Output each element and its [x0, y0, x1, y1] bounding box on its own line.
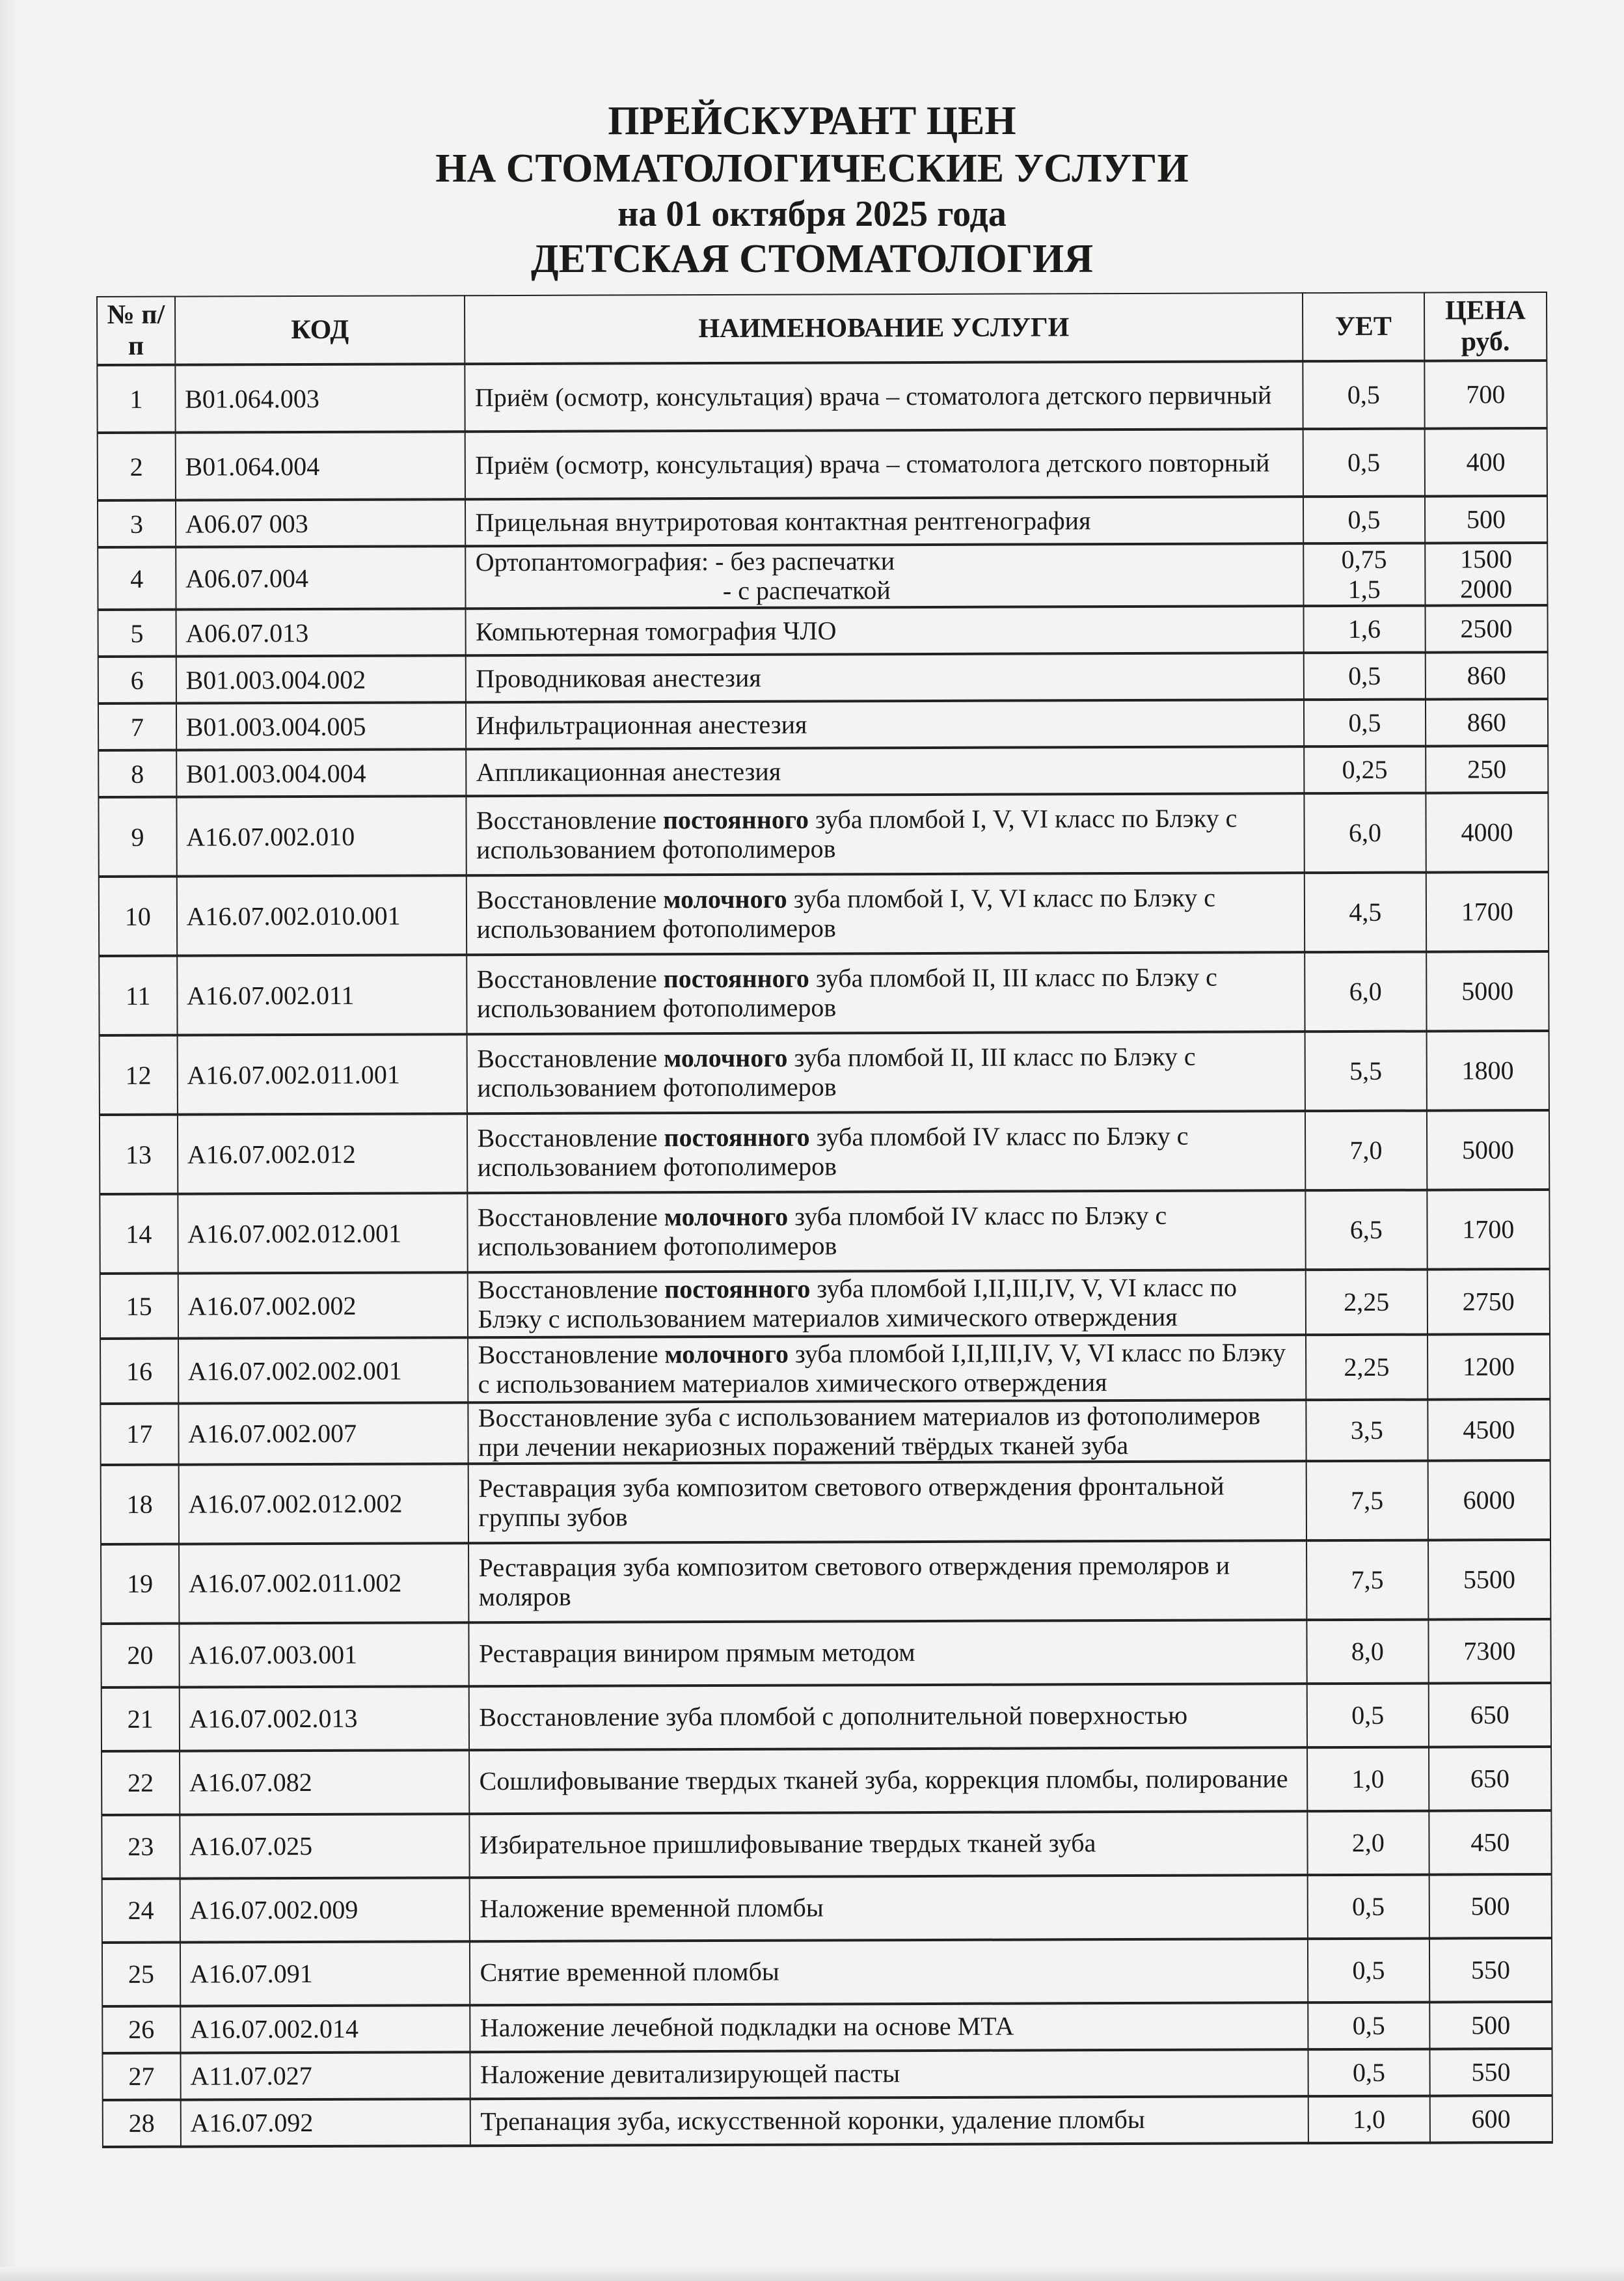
cell-price — [1427, 1110, 1550, 1190]
service-name-subitem: - с распечаткой — [722, 575, 891, 605]
table-row — [98, 746, 1548, 797]
price-value: 1800 — [1461, 1056, 1514, 1086]
cell-code: A16.07.002.011.002 — [179, 1543, 469, 1623]
cell-service-name — [468, 1540, 1306, 1622]
cell-uet — [1304, 793, 1426, 873]
cell-num: 8 — [98, 750, 176, 797]
cell-num: 5 — [98, 610, 176, 657]
service-name-text: Трепанация зуба, искусственной коронки, удаление пломбы — [480, 2105, 1145, 2137]
cell-uet — [1305, 1111, 1427, 1191]
table-row — [98, 605, 1548, 657]
cell-num: 6 — [98, 657, 176, 703]
table-row — [102, 1747, 1551, 1815]
title-line-section: ДЕТСКАЯ СТОМАТОЛОГИЯ — [530, 237, 1094, 282]
price-value: 400 — [1466, 447, 1506, 477]
cell-uet — [1306, 1400, 1428, 1461]
uet-value: 8,0 — [1351, 1636, 1384, 1666]
cell-service-name — [467, 873, 1305, 955]
uet-value: 2,25 — [1344, 1287, 1390, 1317]
table-row — [98, 793, 1548, 877]
table-row — [97, 361, 1547, 433]
cell-service-name — [470, 2002, 1308, 2052]
service-name-text: Восстановление — [476, 884, 664, 915]
cell-num: 4 — [98, 547, 176, 610]
service-name-text: Восстановление зуба с использованием материалов из фотополимеров при лечении некариозных поражений твёрдых тканей зуба — [478, 1400, 1261, 1462]
cell-uet — [1303, 497, 1425, 544]
header-uet: УЕТ — [1303, 293, 1424, 362]
service-name-emphasis: постоянного — [662, 804, 809, 835]
title-line-pricelist: ПРЕЙСКУРАНТ ЦЕН — [608, 99, 1016, 143]
uet-value: 0,25 — [1342, 754, 1388, 784]
cell-uet — [1306, 1335, 1428, 1400]
cell-uet — [1304, 653, 1426, 700]
uet-value: 0,5 — [1347, 504, 1381, 534]
cell-price — [1426, 872, 1549, 952]
cell-service-name — [468, 1335, 1306, 1402]
cell-uet — [1308, 1874, 1429, 1939]
price-value: 5000 — [1461, 976, 1514, 1006]
cell-price — [1429, 2096, 1552, 2143]
price-value: 7300 — [1463, 1635, 1516, 1666]
cell-uet — [1306, 1540, 1428, 1620]
cell-code: A16.07.002.011 — [177, 955, 467, 1035]
uet-value: 0,5 — [1351, 1700, 1385, 1730]
service-name-text: Компьютерная томография ЧЛО — [476, 616, 837, 646]
price-value: 2750 — [1462, 1287, 1515, 1317]
cell-service-name — [465, 361, 1303, 431]
service-name-emphasis: молочного — [664, 1339, 789, 1369]
cell-num: 26 — [102, 2006, 180, 2053]
uet-value: 5,5 — [1349, 1056, 1383, 1086]
price-value: 6000 — [1463, 1484, 1515, 1515]
cell-uet — [1305, 873, 1426, 953]
cell-uet — [1307, 1810, 1429, 1875]
cell-service-name — [468, 1190, 1306, 1272]
cell-code: A16.07.002.002.001 — [178, 1337, 468, 1403]
table-row — [100, 1334, 1550, 1404]
cell-code: A16.07.002.012.002 — [178, 1464, 468, 1544]
table-row — [103, 2096, 1552, 2147]
cell-code: A16.07.091 — [180, 1941, 470, 2006]
cell-code: A16.07.002.013 — [179, 1686, 469, 1751]
cell-service-name — [468, 1461, 1306, 1543]
cell-price — [1429, 1810, 1552, 1875]
uet-value: 0,75 — [1341, 544, 1387, 574]
service-name-text: Наложение девитализирующей пасты — [480, 2058, 900, 2090]
cell-code: B01.064.004 — [175, 431, 465, 500]
cell-service-name — [469, 1620, 1307, 1686]
price-value: 500 — [1470, 1891, 1510, 1920]
cell-price — [1429, 1938, 1552, 2002]
cell-price — [1429, 1874, 1552, 1939]
cell-uet — [1308, 2096, 1430, 2143]
cell-price — [1429, 2002, 1552, 2049]
cell-uet — [1304, 700, 1426, 747]
cell-service-name — [466, 653, 1304, 702]
cell-num: 20 — [101, 1623, 179, 1687]
service-name-text-rest: зуба пломбой I, V, VI класс по Блэку с использованием фотополимеров — [476, 803, 1238, 865]
cell-service-name — [466, 700, 1304, 749]
uet-value: 1,0 — [1353, 2104, 1386, 2134]
uet-value: 2,25 — [1344, 1352, 1390, 1382]
price-value: 1500 — [1460, 544, 1513, 574]
cell-uet — [1304, 606, 1426, 653]
cell-price — [1428, 1619, 1551, 1684]
price-value: 4000 — [1461, 817, 1513, 847]
cell-price — [1426, 699, 1549, 746]
cell-num: 7 — [98, 703, 176, 750]
service-name-text: Приём (осмотр, консультация) врача – стоматолога детского первичный — [474, 379, 1272, 412]
service-name-text-rest: зуба пломбой IV класс по Блэку с использованием фотополимеров — [477, 1121, 1189, 1182]
cell-num: 25 — [102, 1942, 180, 2006]
cell-code: B01.003.004.004 — [176, 749, 467, 797]
cell-num: 17 — [100, 1404, 178, 1465]
cell-num: 19 — [101, 1544, 179, 1623]
table-row — [102, 1810, 1551, 1879]
cell-service-name — [470, 2096, 1308, 2146]
table-row — [100, 1190, 1549, 1274]
price-value: 1700 — [1462, 1214, 1515, 1244]
price-value: 650 — [1470, 1699, 1509, 1729]
uet-value: 7,0 — [1349, 1135, 1383, 1165]
service-name-text: Избирательное пришлифовывание твердых тканей зуба — [479, 1828, 1096, 1860]
cell-num: 10 — [99, 877, 177, 956]
cell-price — [1427, 1190, 1550, 1270]
table-row — [102, 2049, 1552, 2100]
uet-value: 1,0 — [1351, 1764, 1385, 1794]
cell-uet — [1303, 429, 1425, 497]
uet-value: 0,5 — [1352, 2010, 1385, 2040]
cell-code: A16.07.082 — [180, 1750, 470, 1814]
uet-value: 2,0 — [1351, 1827, 1385, 1857]
cell-price — [1429, 2049, 1552, 2096]
table-row — [98, 699, 1548, 750]
service-name-text: Восстановление — [477, 1043, 664, 1074]
cell-code: A16.07.002.011.001 — [177, 1034, 467, 1114]
service-name-text: Восстановление зуба пломбой с дополнительной поверхностью — [479, 1700, 1188, 1732]
service-name-text: Восстановление — [476, 805, 664, 836]
cell-code: A16.07.002.012.001 — [178, 1193, 468, 1273]
price-value: 250 — [1467, 754, 1507, 784]
price-value: 550 — [1471, 2056, 1511, 2086]
title-line-date: на 01 октября 2025 года — [617, 194, 1007, 235]
cell-price — [1425, 496, 1548, 543]
cell-price — [1425, 652, 1548, 700]
cell-price — [1428, 1460, 1550, 1540]
table-header-row — [97, 292, 1547, 365]
cell-price — [1425, 543, 1548, 606]
cell-code: A06.07 003 — [176, 499, 466, 547]
service-name-text-rest: зуба пломбой II, III класс по Блэку с использованием фотополимеров — [477, 1041, 1196, 1103]
service-name-text: Аппликационная анестезия — [476, 756, 781, 787]
cell-service-name — [469, 1747, 1307, 1814]
service-name-text: Восстановление — [478, 1339, 665, 1370]
table-row — [101, 1460, 1550, 1544]
cell-num: 11 — [99, 956, 177, 1035]
service-name-emphasis: постоянного — [663, 963, 809, 994]
header-name: НАИМЕНОВАНИЕ УСЛУГИ — [465, 293, 1303, 364]
cell-num: 9 — [98, 797, 176, 877]
cell-num: 24 — [102, 1878, 180, 1942]
price-value: 860 — [1467, 707, 1506, 737]
price-value: 4500 — [1463, 1414, 1515, 1445]
cell-uet — [1305, 952, 1426, 1032]
cell-num: 15 — [100, 1274, 178, 1339]
cell-service-name — [470, 1939, 1308, 2005]
cell-uet — [1305, 1031, 1427, 1112]
cell-code: B01.003.004.005 — [176, 702, 467, 750]
cell-price — [1426, 1031, 1549, 1111]
service-name-text: Реставрация зуба композитом светового отверждения премоляров и моляров — [478, 1550, 1230, 1611]
uet-value: 7,5 — [1351, 1564, 1384, 1594]
cell-price — [1428, 1683, 1551, 1747]
cell-num: 13 — [100, 1115, 178, 1194]
price-value: 5000 — [1461, 1135, 1515, 1165]
cell-service-name — [469, 1684, 1307, 1750]
service-name-text: Реставрация зуба композитом светового отверждения фронтальной группы зубов — [478, 1471, 1225, 1532]
cell-price — [1426, 951, 1549, 1031]
service-name-emphasis: молочного — [664, 1043, 788, 1073]
table-row — [100, 1031, 1549, 1115]
uet-value: 0,5 — [1347, 379, 1380, 409]
uet-value: 6,0 — [1349, 976, 1382, 1006]
cell-code: A16.07.002.010.001 — [176, 875, 467, 955]
cell-code: A16.07.002.012 — [178, 1113, 468, 1194]
cell-price — [1425, 605, 1548, 653]
cell-uet — [1308, 2002, 1429, 2049]
uet-value: 4,5 — [1349, 897, 1382, 927]
uet-value: 3,5 — [1350, 1415, 1383, 1445]
cell-service-name — [467, 1111, 1305, 1193]
table-row — [102, 2002, 1552, 2053]
price-value: 600 — [1471, 2103, 1511, 2133]
table-row — [100, 1110, 1549, 1194]
cell-code: A16.07.092 — [180, 2099, 470, 2146]
cell-price — [1424, 361, 1547, 429]
service-name-text: Сошлифовывание твердых тканей зуба, коррекция пломбы, полирование — [479, 1764, 1288, 1796]
service-name-text: Реставрация виниром прямым методом — [478, 1637, 915, 1669]
price-value-2: 2000 — [1460, 574, 1513, 604]
uet-value: 6,0 — [1348, 817, 1381, 847]
service-name-text: Восстановление — [478, 1274, 665, 1305]
cell-service-name — [467, 1031, 1305, 1113]
uet-value: 0,5 — [1352, 1955, 1385, 1985]
cell-price — [1426, 746, 1549, 793]
cell-price — [1428, 1399, 1550, 1460]
cell-code: A06.07.013 — [176, 608, 466, 656]
cell-num: 22 — [102, 1751, 180, 1814]
cell-uet — [1307, 1747, 1429, 1811]
cell-code: A16.07.002.014 — [180, 2005, 470, 2053]
service-name-text: Наложение лечебной подкладки на основе МТА — [480, 2011, 1014, 2043]
cell-uet — [1304, 746, 1426, 794]
cell-num: 1 — [97, 365, 175, 433]
uet-value: 6,5 — [1349, 1214, 1383, 1244]
uet-value: 0,5 — [1348, 707, 1381, 737]
price-value: 1200 — [1462, 1352, 1515, 1382]
table-row — [100, 1399, 1550, 1465]
cell-price — [1428, 1334, 1550, 1400]
service-name-text: Восстановление — [476, 964, 664, 994]
price-value: 500 — [1466, 504, 1506, 534]
cell-num: 2 — [98, 433, 176, 500]
cell-uet — [1306, 1460, 1428, 1540]
cell-code: A16.07.002.010 — [176, 796, 467, 876]
cell-num: 14 — [100, 1194, 178, 1274]
cell-code: A16.07.002.007 — [178, 1402, 468, 1464]
cell-uet — [1305, 1190, 1427, 1270]
table-row — [101, 1540, 1550, 1624]
service-name-text-rest: зуба пломбой II, III класс по Блэку с использованием фотополимеров — [476, 962, 1217, 1024]
cell-price — [1428, 1540, 1551, 1620]
cell-price — [1427, 1269, 1550, 1335]
service-name-emphasis: молочного — [663, 884, 787, 914]
cell-service-name — [466, 606, 1304, 655]
price-table — [96, 292, 1553, 2148]
cell-num: 3 — [98, 500, 176, 547]
service-name-text: Инфильтрационная анестезия — [476, 709, 807, 740]
header-num: № п/п — [97, 297, 175, 365]
table-row — [99, 951, 1549, 1035]
uet-value: 0,5 — [1348, 661, 1381, 690]
cell-code: A16.07.002.002 — [178, 1272, 468, 1338]
uet-value: 0,5 — [1352, 1891, 1385, 1921]
cell-num: 12 — [100, 1035, 178, 1115]
table-row — [99, 872, 1549, 956]
cell-price — [1424, 428, 1547, 497]
cell-service-name — [466, 543, 1304, 608]
cell-code: A06.07.004 — [176, 546, 466, 609]
price-value: 1700 — [1461, 897, 1513, 927]
header-price: ЦЕНА руб. — [1424, 292, 1547, 361]
cell-service-name — [465, 497, 1303, 546]
cell-code: B01.064.003 — [175, 364, 465, 432]
cell-service-name — [470, 1875, 1308, 1941]
header-code: КОД — [175, 295, 465, 364]
table-row — [102, 1938, 1552, 2006]
cell-service-name — [465, 429, 1303, 499]
cell-service-name — [467, 793, 1305, 875]
uet-value: 0,5 — [1352, 2057, 1385, 2087]
table-row — [102, 1683, 1551, 1751]
cell-code: B01.003.004.002 — [176, 655, 466, 703]
cell-service-name — [470, 2049, 1308, 2099]
document-title — [0, 98, 1624, 284]
service-name-text-rest: зуба пломбой I, V, VI класс по Блэку с использованием фотополимеров — [476, 882, 1216, 944]
cell-service-name — [470, 1811, 1308, 1878]
cell-uet — [1303, 543, 1425, 607]
price-value: 2500 — [1460, 614, 1513, 644]
price-value: 550 — [1470, 1954, 1510, 1984]
cell-num: 21 — [102, 1687, 180, 1751]
cell-uet — [1308, 2049, 1429, 2096]
cell-uet — [1307, 1683, 1429, 1747]
service-name-text: Приём (осмотр, консультация) врача – стоматолога детского повторный — [475, 447, 1270, 480]
price-value: 450 — [1470, 1827, 1510, 1857]
cell-price — [1426, 793, 1549, 873]
service-name-text: Восстановление — [477, 1123, 664, 1153]
service-name-text: Наложение временной пломбы — [480, 1892, 824, 1924]
service-name-text-rest: зуба пломбой I,II,III,IV, V, VI класс по Блэку с использованием материалов химического отверждения — [478, 1272, 1238, 1334]
table-row — [102, 1874, 1552, 1943]
table-row — [98, 543, 1547, 610]
scan-page-edge — [0, 0, 18, 2281]
cell-price — [1429, 1747, 1552, 1811]
service-name-text: Проводниковая анестезия — [476, 662, 761, 693]
uet-value-2: 1,5 — [1347, 574, 1381, 604]
table-row — [98, 652, 1548, 703]
scan-page-edge-bottom — [0, 2267, 1624, 2281]
uet-value: 1,6 — [1347, 614, 1381, 644]
service-name-emphasis: постоянного — [664, 1274, 811, 1304]
price-value: 700 — [1466, 379, 1506, 409]
uet-value: 0,5 — [1347, 447, 1381, 477]
cell-num: 27 — [102, 2053, 180, 2099]
cell-code: A11.07.027 — [180, 2052, 470, 2099]
service-name-text: Ортопантомография: - без распечатки — [475, 546, 895, 577]
cell-code: A16.07.003.001 — [179, 1622, 469, 1687]
cell-num: 16 — [100, 1339, 178, 1404]
cell-uet — [1308, 1938, 1429, 2002]
cell-uet — [1306, 1619, 1428, 1684]
price-value: 5500 — [1463, 1564, 1516, 1594]
service-name-text-rest: зуба пломбой IV класс по Блэку с использованием фотополимеров — [477, 1201, 1167, 1262]
price-value: 650 — [1470, 1763, 1510, 1793]
cell-service-name — [467, 952, 1305, 1034]
cell-service-name — [468, 1400, 1306, 1464]
table-body — [97, 361, 1552, 2147]
cell-service-name — [468, 1270, 1306, 1337]
service-name-text-rest: зуба пломбой I,II,III,IV, V, VI класс по Блэку с использованием материалов химического отверждения — [478, 1337, 1286, 1399]
price-value: 500 — [1471, 2010, 1511, 2040]
cell-service-name — [467, 746, 1305, 796]
cell-num: 23 — [102, 1814, 180, 1878]
price-value: 860 — [1467, 661, 1506, 690]
cell-code: A16.07.025 — [180, 1814, 470, 1878]
service-name-text: Прицельная внутриротовая контактная рентгенография — [475, 505, 1091, 537]
cell-num: 18 — [101, 1464, 179, 1544]
table-row — [100, 1269, 1550, 1339]
cell-uet — [1306, 1270, 1428, 1335]
table-row — [101, 1619, 1550, 1687]
service-name-emphasis: постоянного — [664, 1122, 810, 1153]
service-name-text: Снятие временной пломбы — [480, 1956, 779, 1987]
cell-num: 28 — [103, 2099, 181, 2146]
table-row — [98, 496, 1547, 547]
service-name-text: Восстановление — [477, 1202, 664, 1233]
uet-value: 7,5 — [1351, 1485, 1384, 1515]
service-name-emphasis: молочного — [664, 1201, 789, 1232]
table-row — [98, 428, 1547, 500]
cell-code: A16.07.002.009 — [180, 1878, 470, 1942]
title-line-services: НА СТОМАТОЛОГИЧЕСКИЕ УСЛУГИ — [435, 146, 1189, 191]
cell-uet — [1303, 361, 1424, 430]
